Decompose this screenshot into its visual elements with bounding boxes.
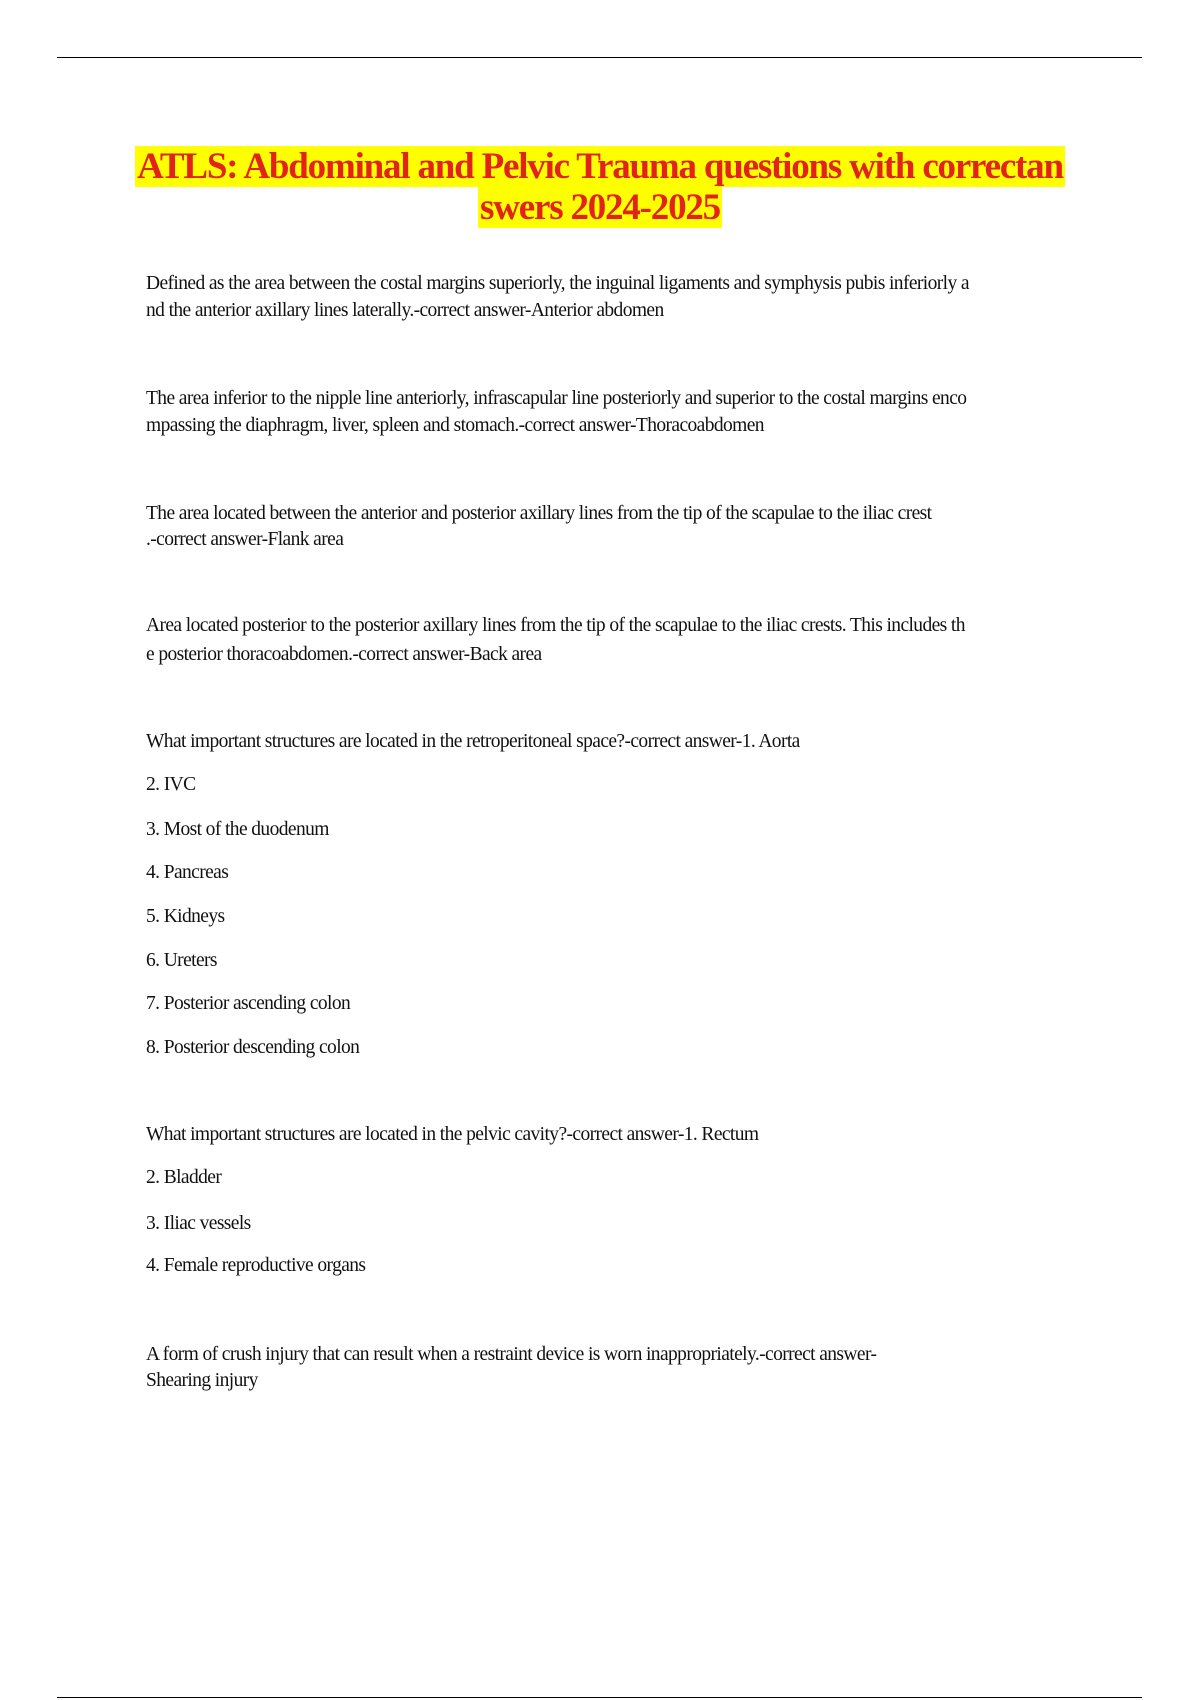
question-7-line-1: A form of crush injury that can result when a restraint device is worn inappropriately.-correct answer- — [146, 1344, 877, 1365]
question-6: What important structures are located in the pelvic cavity?-correct answer-1. Rectum — [146, 1124, 759, 1145]
question-5: What important structures are located in the retroperitoneal space?-correct answer-1. Aorta — [146, 731, 800, 752]
answer-item: 2. Bladder — [146, 1167, 222, 1188]
document-title — [0, 146, 1200, 188]
title-line-1: ATLS: Abdominal and Pelvic Trauma questions with correctan — [137, 146, 1063, 187]
question-2-line-1: The area inferior to the nipple line anteriorly, infrascapular line posteriorly and superior to the costal margins enco — [146, 388, 967, 409]
title-line-2: swers 2024-2025 — [480, 187, 720, 228]
answer-item: 3. Most of the duodenum — [146, 819, 329, 840]
question-2-line-2: mpassing the diaphragm, liver, spleen and stomach.-correct answer-Thoracoabdomen — [146, 415, 764, 436]
answer-item: 8. Posterior descending colon — [146, 1037, 360, 1058]
answer-item: 5. Kidneys — [146, 906, 225, 927]
question-1-line-2: nd the anterior axillary lines laterally.-correct answer-Anterior abdomen — [146, 300, 664, 321]
answer-item: 6. Ureters — [146, 950, 217, 971]
question-4-line-1: Area located posterior to the posterior axillary lines from the tip of the scapulae to the iliac crests. This includes th — [146, 615, 965, 636]
answer-item: 2. IVC — [146, 774, 196, 795]
answer-item: 7. Posterior ascending colon — [146, 993, 351, 1014]
question-7-line-2: Shearing injury — [146, 1370, 258, 1391]
question-1-line-1: Defined as the area between the costal margins superiorly, the inguinal ligaments and symphysis pubis inferiorly a — [146, 273, 969, 294]
bottom-rule — [57, 1697, 1142, 1698]
answer-item: 4. Female reproductive organs — [146, 1255, 366, 1276]
answer-item: 3. Iliac vessels — [146, 1213, 251, 1234]
question-3-line-2: .-correct answer-Flank area — [146, 529, 344, 550]
question-4-line-2: e posterior thoracoabdomen.-correct answer-Back area — [146, 644, 542, 665]
document-title-cont — [0, 187, 1200, 229]
answer-item: 4. Pancreas — [146, 862, 229, 883]
top-rule — [57, 57, 1142, 58]
question-3-line-1: The area located between the anterior and posterior axillary lines from the tip of the scapulae to the iliac crest — [146, 503, 932, 524]
